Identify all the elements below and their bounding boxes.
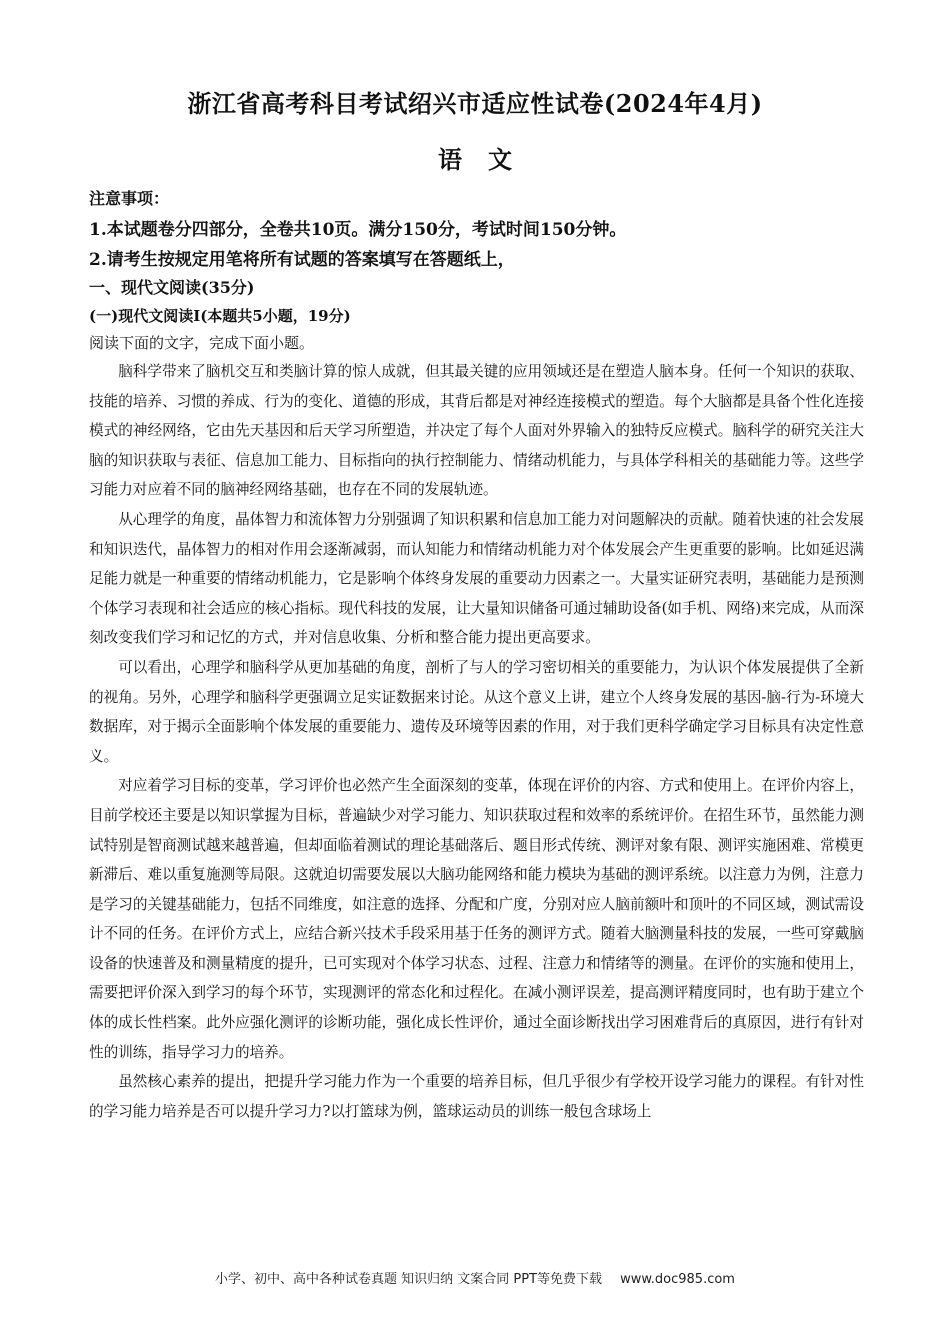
article-paragraph-4: 对应着学习目标的变革，学习评价也必然产生全面深刻的变革，体现在评价的内容、方式和使用上。在评价内容上，目前学校还主要是以知识掌握为目标，普遍缺少对学习能力、知识获取过程和效率的系统评价。在招生环节，虽然能力测试特别是智商测试越来越普遍，但却面临着测试的理论基础落后、题目形式传统、测评对象有限、测评实施困难、常模更新滞后、难以重复施测等局限。这就迫切需要发展以大脑功能网络和能力模块为基础的测评系统。以注意力为例，注意力是学习的关键基础能力，包括不同维度，如注意的选择、分配和广度，分别对应人脑前额叶和顶叶的不同区域，测试需设计不同的任务。在评价方式上，应结合新兴技术手段采用基于任务的测评方式。随着大脑测量科技的发展，一些可穿戴脑设备的快速普及和测量精度的提升，已可实现对个体学习状态、过程、注意力和情绪等的测量。在评价的实施和使用上，需要把评价深入到学习的每个环节，实现测评的常态化和过程化。在减小测评误差，提高测评精度同时，也有助于建立个体的成长性档案。此外应强化测评的诊断功能，强化成长性评价，通过全面诊断找出学习困难背后的真原因，进行有针对性的训练，指导学习力的培养。 [89, 777, 864, 1061]
article-paragraph-2: 从心理学的角度，晶体智力和流体智力分别强调了知识积累和信息加工能力对问题解决的贡献。随着快速的社会发展和知识迭代，晶体智力的相对作用会逐渐减弱，而认知能力和情绪动机能力对个体发展会产生更重要的影响。比如延迟满足能力就是一种重要的情绪动机能力，它是影响个体终身发展的重要动力因素之一。大量实证研究表明，基础能力是预测个体学习表现和社会适应的核心指标。现代科技的发展，让大量知识储备可通过辅助设备(如手机、网络)来完成，从而深刻改变我们学习和记忆的方式，并对信息收集、分析和整合能力提出更高要求。 [89, 510, 864, 647]
subject-title: 语文 [438, 145, 538, 174]
section-heading: 一、现代文阅读(35分) [89, 278, 255, 297]
footer-text: 小学、初中、高中各种试卷真题 知识归纳 文案合同 PPT等免费下载 [215, 1272, 603, 1287]
notice-item-1: 1.本试题卷分四部分，全卷共10页。满分150分，考试时间150分钟。 [89, 220, 627, 240]
footer-url[interactable]: www.doc985.com [620, 1272, 735, 1287]
article-paragraph-1: 脑科学带来了脑机交互和类脑计算的惊人成就，但其最关键的应用领域还是在塑造人脑本身。任何一个知识的获取、技能的培养、习惯的养成、行为的变化、道德的形成，其背后都是对神经连接模式的塑造。每个大脑都是具备个性化连接模式的神经网络，它由先天基因和后天学习所塑造，并决定了每个人面对外界输入的独特反应模式。脑科学的研究关注大脑的知识获取与表征、信息加工能力、目标指向的执行控制能力、情绪动机能力，与具体学科相关的基础能力等。这些学习能力对应着不同的脑神经网络基础，也存在不同的发展轨迹。 [89, 363, 864, 499]
notice-heading: 注意事项： [89, 189, 170, 208]
article-body [89, 357, 864, 1126]
article-paragraph-5: 虽然核心素养的提出，把提升学习能力作为一个重要的培养目标，但几乎很少有学校开设学习能力的课程。有针对性的学习能力培养是否可以提升学习力?以打篮球为例，篮球运动员的训练一般包含球场上 [89, 1073, 864, 1120]
notice-item-2: 2.请考生按规定用笔将所有试题的答案填写在答题纸上， [89, 250, 515, 270]
page-footer [0, 1268, 950, 1287]
exam-title: 浙江省高考科目考试绍兴市适应性试卷(2024年4月) [187, 89, 763, 118]
article-paragraph-3: 可以看出，心理学和脑科学从更加基础的角度，剖析了与人的学习密切相关的重要能力，为认识个体发展提供了全新的视角。另外，心理学和脑科学更强调立足实证数据来讨论。从这个意义上讲，建立个人终身发展的基因-脑-行为-环境大数据库，对于揭示全面影响个体发展的重要能力、遗传及环境等因素的作用，对于我们更科学确定学习目标具有决定性意义。 [89, 658, 864, 765]
subsection-heading: (一)现代文阅读Ⅰ(本题共5小题，19分) [89, 307, 351, 325]
reading-instruction: 阅读下面的文字，完成下面小题。 [89, 334, 315, 352]
